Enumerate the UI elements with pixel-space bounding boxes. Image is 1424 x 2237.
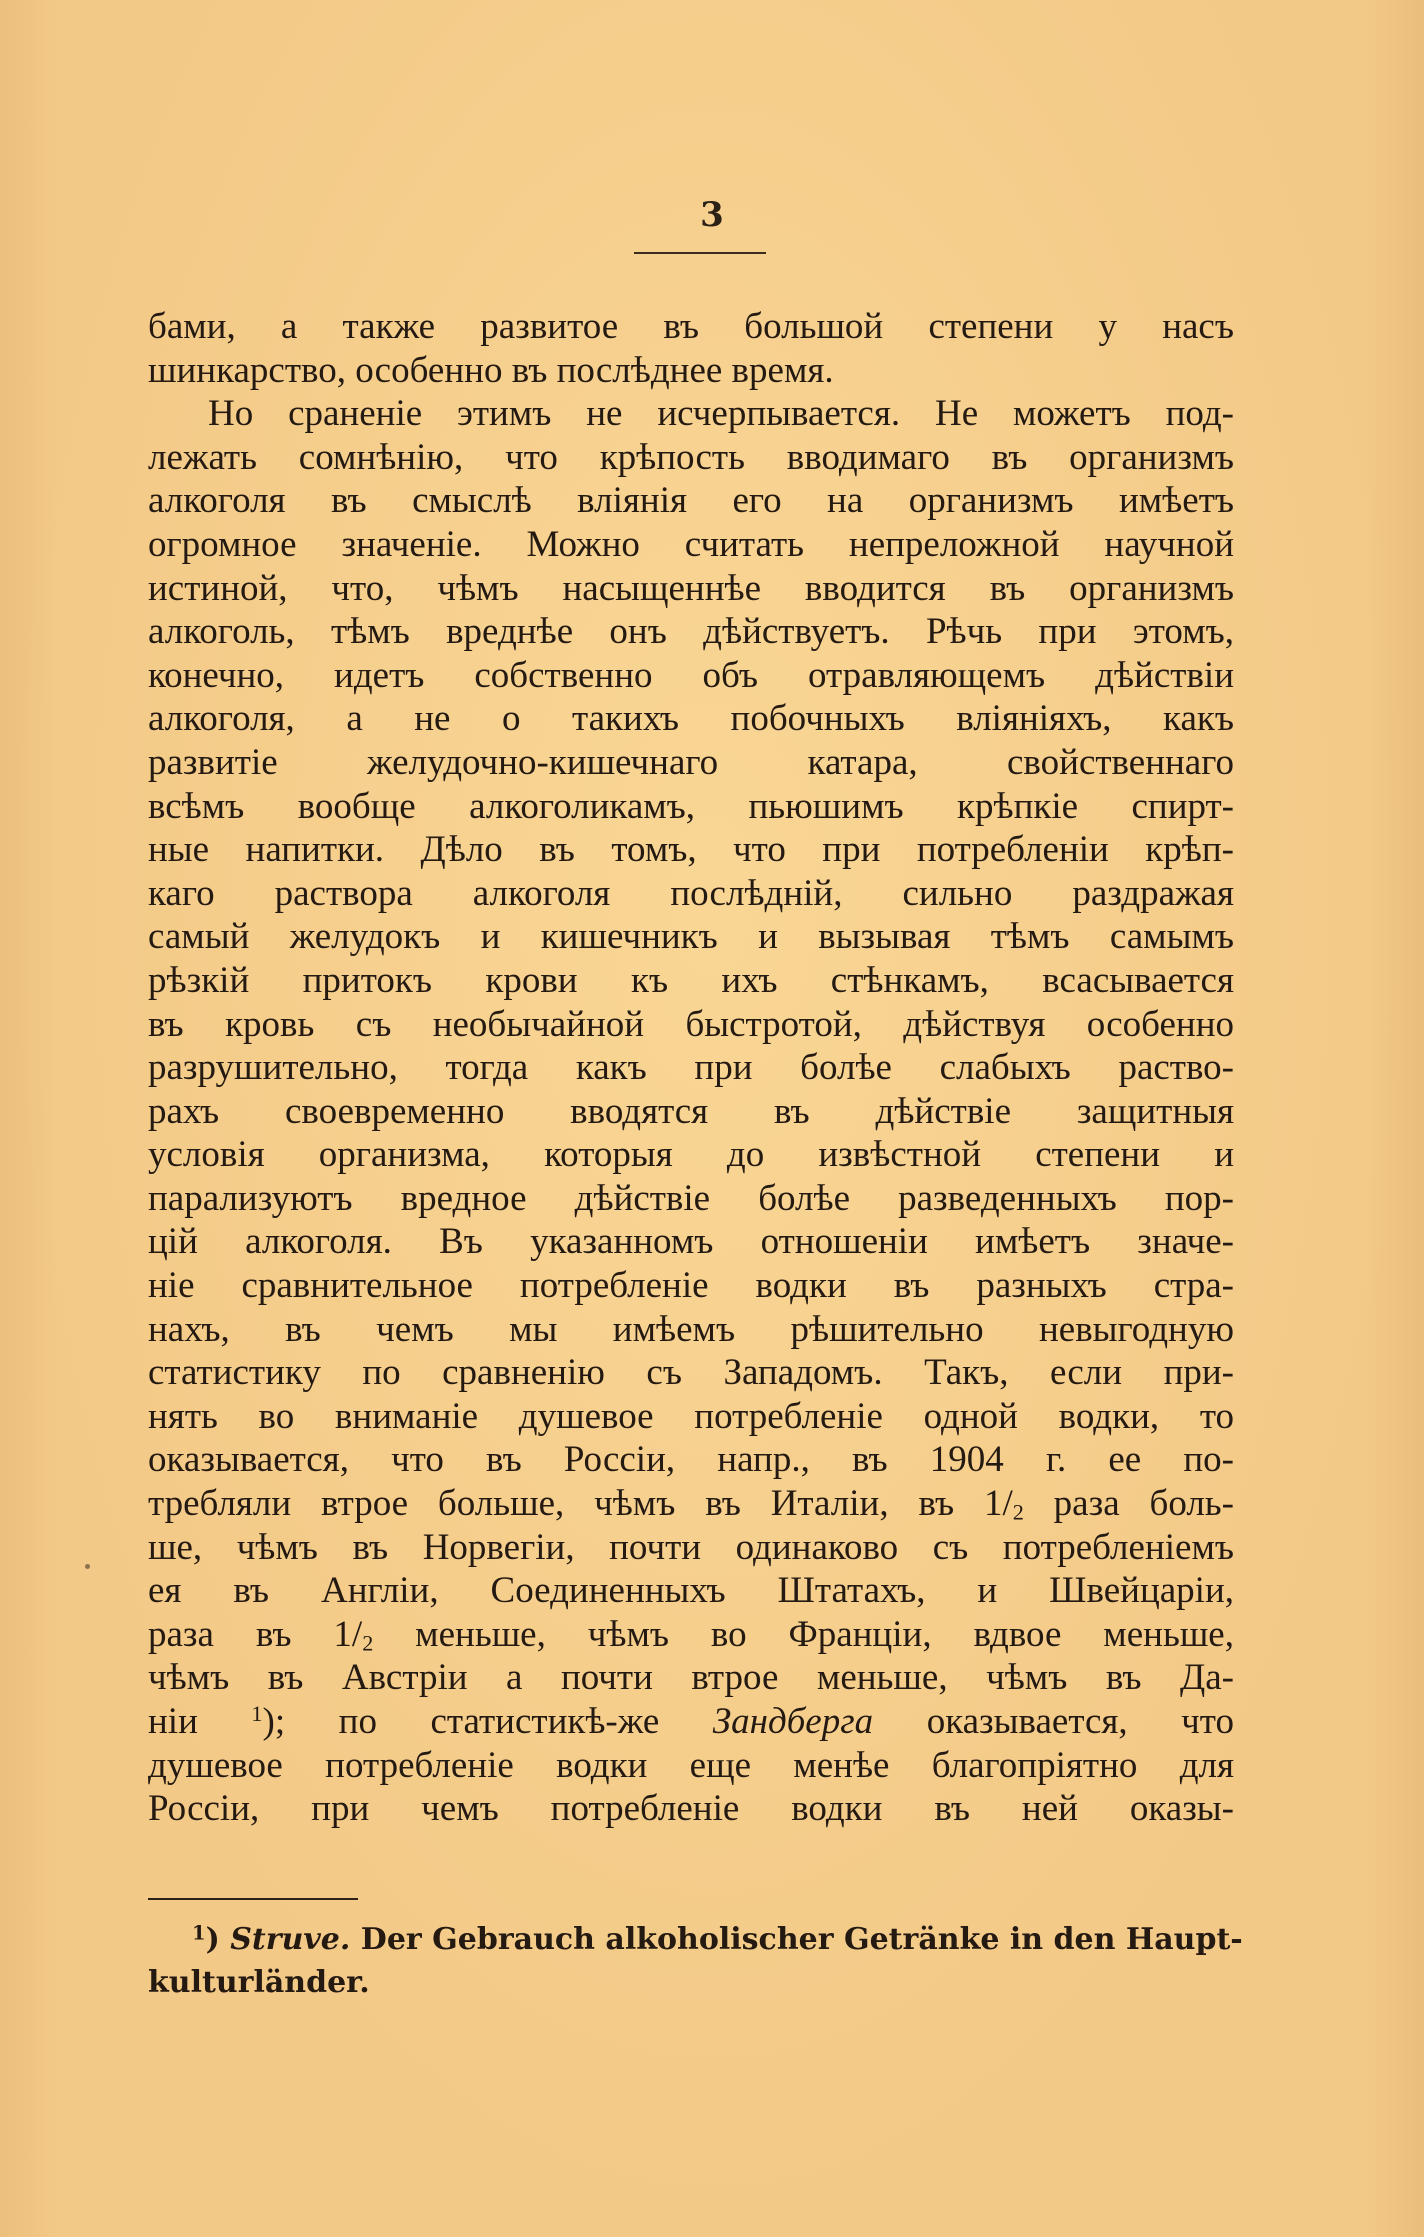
text-line: нять во вниманіе душевое потребленіе одной водки, то: [148, 1395, 1234, 1437]
text-line: въ кровь съ необычайной быстротой, дѣйствуя особенно: [148, 1003, 1234, 1045]
footnote: [148, 1918, 1243, 2004]
text-line: ея въ Англіи, Соединенныхъ Штатахъ, и Швейцаріи,: [148, 1570, 1234, 1612]
footnote-text: Der Gebrauch alkoholischer Getränke in den Haupt-: [360, 1922, 1243, 1957]
text-line: условія организма, которыя до извѣстной степени и: [148, 1134, 1234, 1176]
text-line: рахъ своевременно вводятся въ дѣйствіе защитныя: [148, 1090, 1234, 1132]
text-line: разрушительно, тогда какъ при болѣе слабыхъ раство-: [148, 1047, 1234, 1089]
text-line: шинкарство, особенно въ послѣднее время.: [148, 349, 834, 391]
text-line: каго раствора алкоголя послѣдній, сильно раздражая: [148, 872, 1234, 914]
text-line: оказывается, что въ Россіи, напр., въ 1904 г. ее по-: [148, 1439, 1234, 1481]
text-line: алкоголь, тѣмъ вреднѣе онъ дѣйствуетъ. Рѣчь при этомъ,: [148, 611, 1234, 653]
paragraph-first-line: Но сраненіе этимъ не исчерпывается. Не можетъ под-: [208, 393, 1234, 435]
text-line: чѣмъ въ Австріи а почти втрое меньше, чѣмъ въ Да-: [148, 1657, 1234, 1699]
author-name: Зандберга: [712, 1701, 874, 1742]
fraction-denominator: 2: [1012, 1499, 1024, 1525]
text-line: [148, 1700, 1234, 1744]
text-line: статистику по сравненію съ Западомъ. Такъ, если при-: [148, 1352, 1234, 1394]
footnote-reference: 1: [251, 1700, 263, 1726]
text-segment: раза въ 1: [148, 1613, 352, 1655]
fraction-denominator: 2: [362, 1630, 374, 1656]
text-line: цій алкоголя. Въ указанномъ отношеніи имѣетъ значе-: [148, 1221, 1234, 1263]
text-line: душевое потребленіе водки еще менѣе благопріятно для: [148, 1744, 1234, 1786]
text-line: [148, 1613, 1234, 1657]
footnote-line: kulturländer.: [148, 1965, 370, 2000]
text-line: самый желудокъ и кишечникъ и вызывая тѣмъ самымъ: [148, 916, 1234, 958]
text-line: Россіи, при чемъ потребленіе водки въ ней оказы-: [148, 1788, 1234, 1830]
fraction-slash: /: [351, 1613, 363, 1655]
text-line: лежать сомнѣнію, что крѣпость вводимаго въ организмъ: [148, 436, 1234, 478]
body-text: [148, 305, 1234, 1831]
text-line: истиной, что, чѣмъ насыщеннѣе вводится въ организмъ: [148, 567, 1234, 609]
text-segment: ); по статистикѣ-же: [262, 1701, 713, 1742]
text-line: ше, чѣмъ въ Норвегіи, почти одинаково съ потребленіемъ: [148, 1526, 1234, 1568]
text-line: развитіе желудочно-кишечнаго катара, свойственнаго: [148, 741, 1234, 783]
footnote-marker-paren: ): [205, 1922, 220, 1957]
footnote-author: Struve.: [230, 1922, 351, 1957]
text-line: нахъ, въ чемъ мы имѣемъ рѣшительно невыгодную: [148, 1308, 1234, 1350]
text-line: [148, 1482, 1234, 1526]
text-line: ные напитки. Дѣло въ томъ, что при потребленіи крѣп-: [148, 829, 1234, 871]
text-line: ніе сравнительное потребленіе водки въ разныхъ стра-: [148, 1265, 1234, 1307]
footnote-line: [148, 1918, 1243, 1961]
footnote-marker: 1: [192, 1921, 206, 1945]
header-rule: [634, 252, 766, 254]
text-segment: ніи: [148, 1701, 252, 1742]
text-line: алкоголя, а не о такихъ побочныхъ вліяніяхъ, какъ: [148, 698, 1234, 740]
text-line: огромное значеніе. Можно считать непреложной научной: [148, 523, 1234, 565]
text-line: бами, а также развитое въ большой степени у насъ: [148, 306, 1234, 347]
text-line: рѣзкій притокъ крови къ ихъ стѣнкамъ, всасывается: [148, 959, 1234, 1001]
text-line: конечно, идетъ собственно объ отравляющемъ дѣйствіи: [148, 654, 1234, 696]
page-number: 3: [700, 195, 724, 235]
text-segment: оказывается, что: [873, 1701, 1234, 1742]
text-segment: требляли втрое больше, чѣмъ въ Италіи, въ 1: [148, 1483, 1003, 1525]
text-line: всѣмъ вообще алкоголикамъ, пьюшимъ крѣпкіе спирт-: [148, 785, 1234, 827]
text-segment: раза боль-: [1023, 1483, 1234, 1525]
text-line: парализуютъ вредное дѣйствіе болѣе разведенныхъ пор-: [148, 1177, 1234, 1219]
text-line: алкоголя въ смыслѣ вліянія его на организмъ имѣетъ: [148, 480, 1234, 522]
text-segment: меньше, чѣмъ во Франціи, вдвое меньше,: [373, 1613, 1234, 1655]
margin-dot: [85, 1564, 90, 1569]
footnote-rule: [148, 1898, 358, 1900]
fraction-slash: /: [1002, 1483, 1013, 1525]
